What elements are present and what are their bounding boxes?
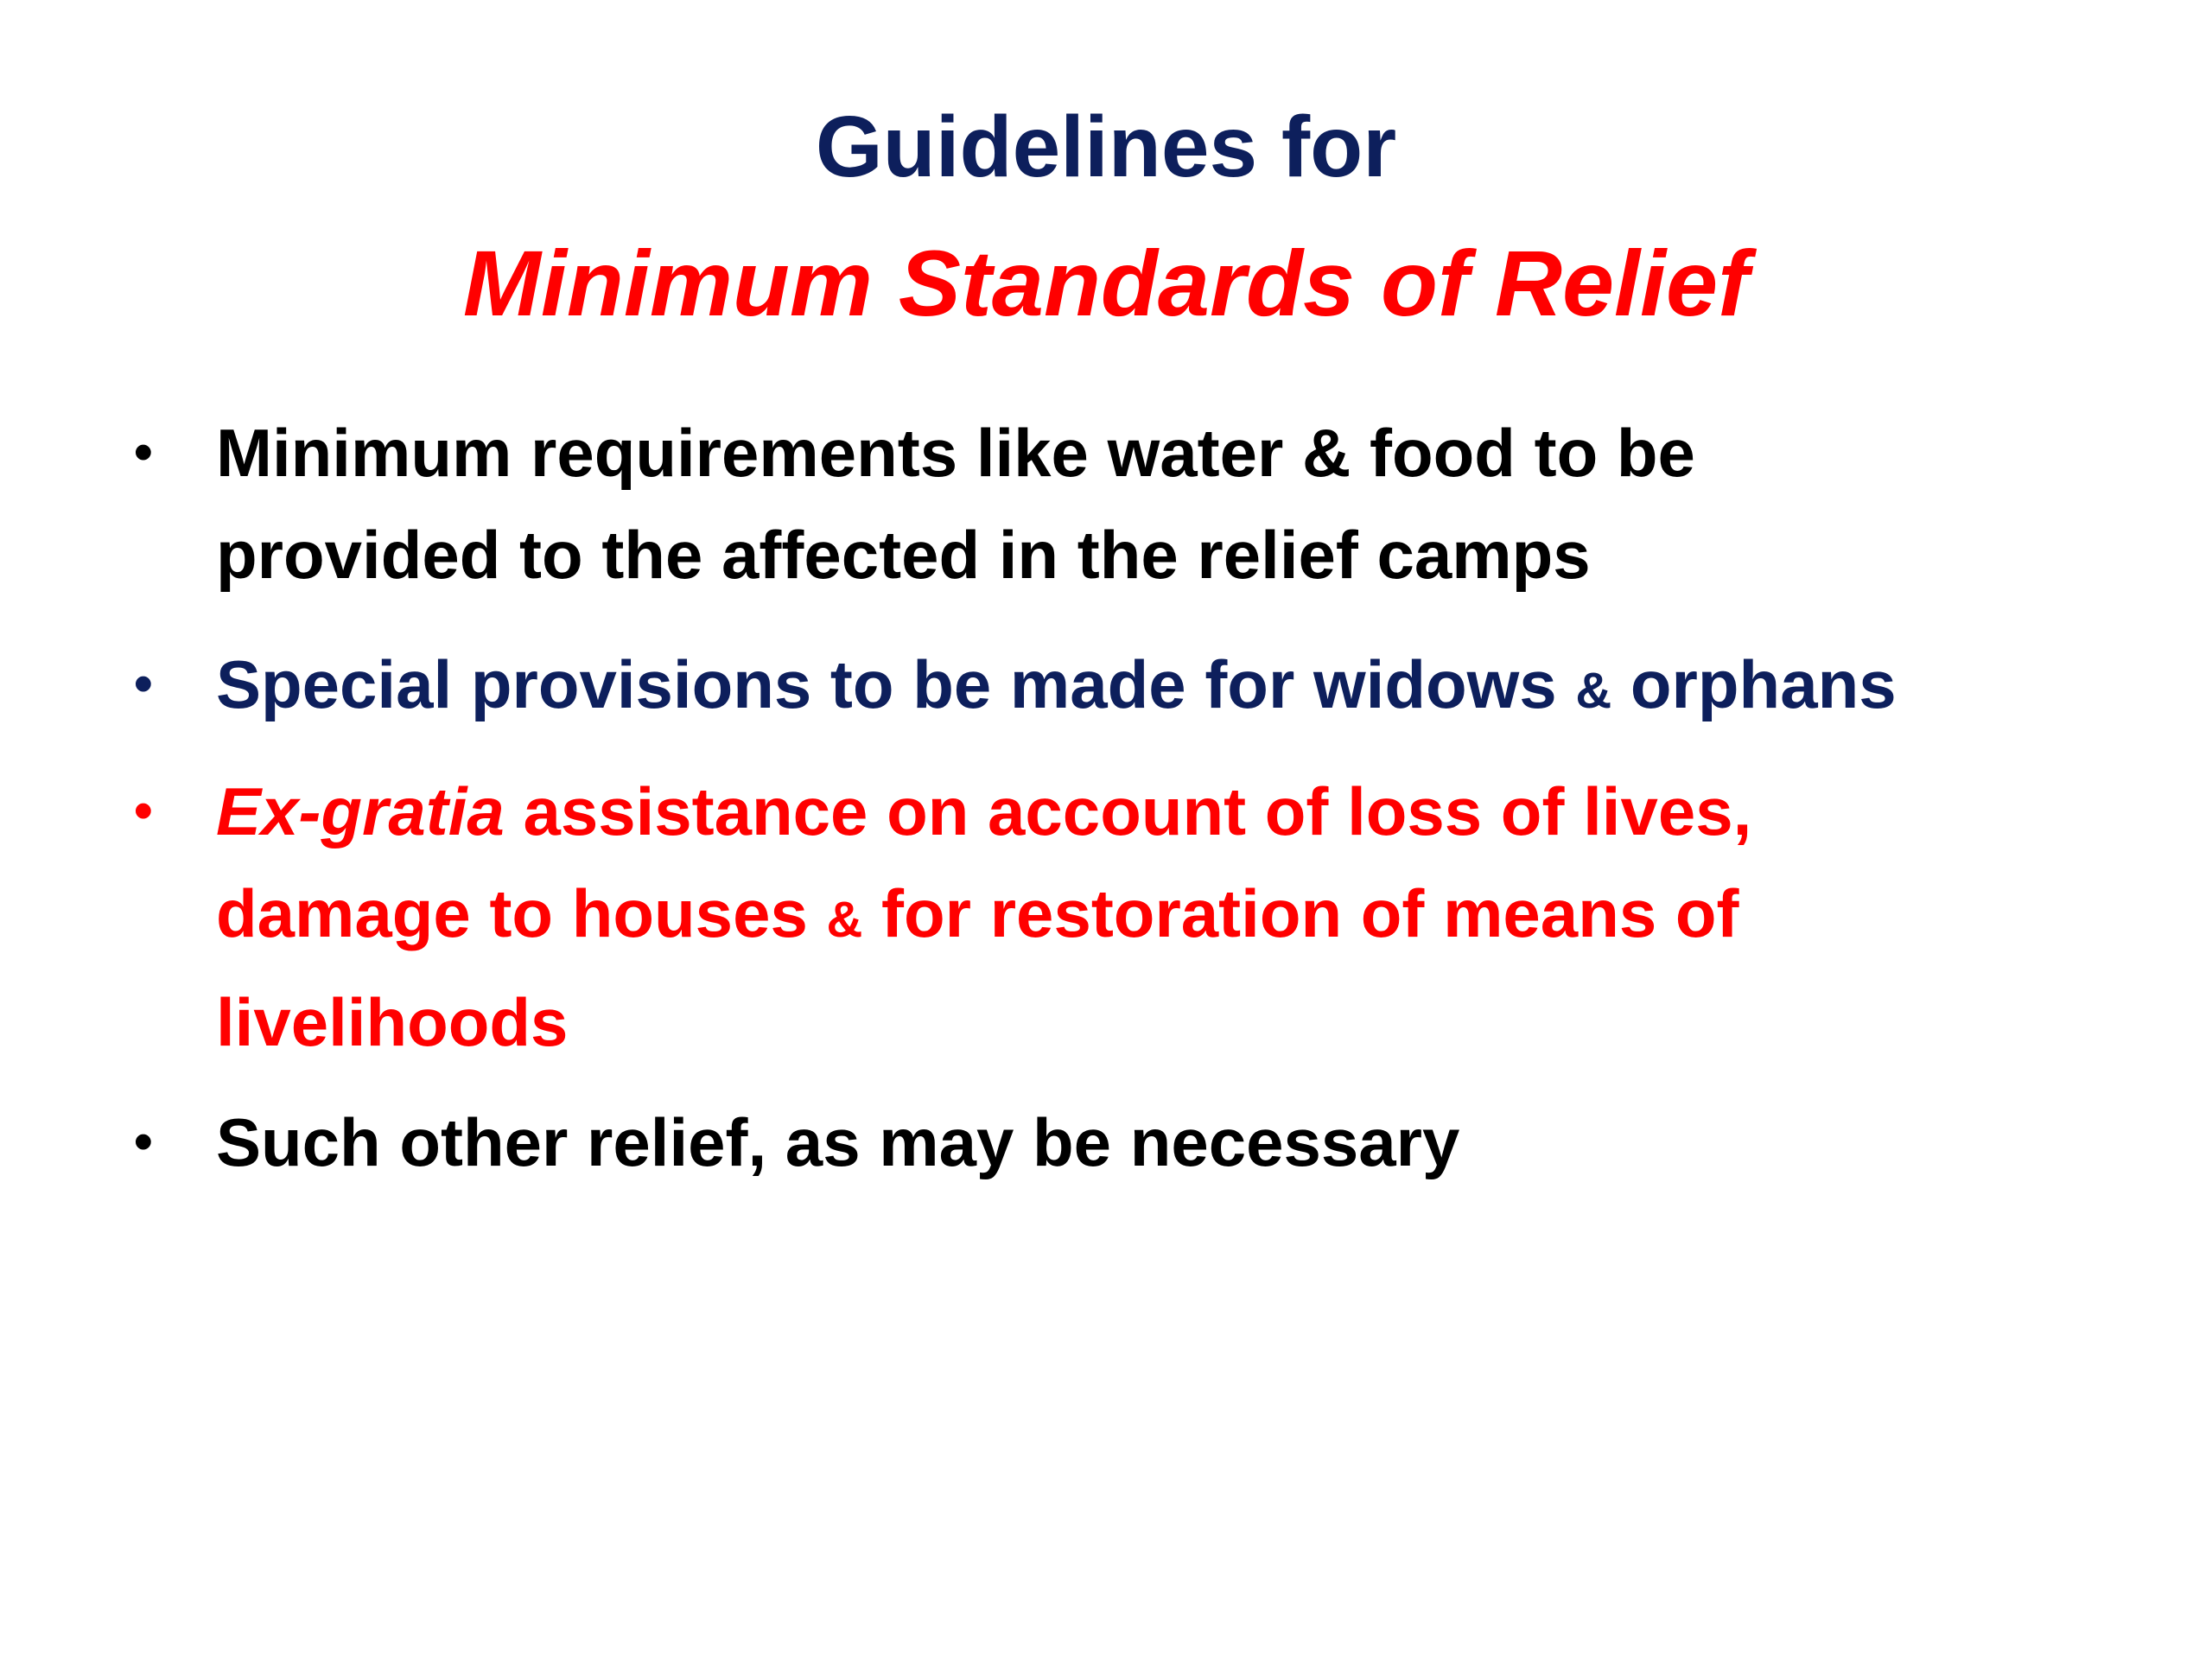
- bullet-text: damage to houses: [216, 875, 827, 951]
- ampersand: &: [826, 892, 863, 948]
- bullet-icon: •: [134, 423, 153, 482]
- slide-subtitle: Minimum Standards of Relief: [462, 231, 1750, 335]
- bullet-text-line: provided to the affected in the relief camps: [216, 517, 1591, 593]
- bullet-text-line: [216, 760, 2117, 862]
- bullet-item-special-provisions: [134, 633, 2117, 742]
- italic-term: Ex-gratia: [216, 773, 505, 849]
- bullet-item-other-relief: [134, 1091, 2117, 1193]
- bullet-text: assistance on account of loss of lives,: [504, 773, 1752, 849]
- bullet-item-minimum-requirements: [134, 402, 2117, 606]
- bullet-text: orphans: [1611, 646, 1897, 722]
- bullet-icon: •: [134, 781, 153, 841]
- bullet-text-line: [216, 633, 2117, 742]
- bullet-icon: •: [134, 1112, 153, 1172]
- bullet-text: Special provisions to be made for widows: [216, 646, 1576, 722]
- ampersand: &: [1575, 663, 1612, 719]
- bullet-item-ex-gratia: [134, 760, 2117, 1073]
- bullet-text: for restoration of means of: [862, 875, 1739, 951]
- slide-title: Guidelines for: [815, 99, 1397, 195]
- bullet-text-line: [216, 862, 2117, 971]
- bullet-text-line: Such other relief, as may be necessary: [216, 1104, 1460, 1180]
- bullet-text-line: livelihoods: [216, 984, 569, 1060]
- bullet-text-line: Minimum requirements like water & food to be: [216, 415, 1695, 491]
- bullet-icon: •: [134, 654, 153, 714]
